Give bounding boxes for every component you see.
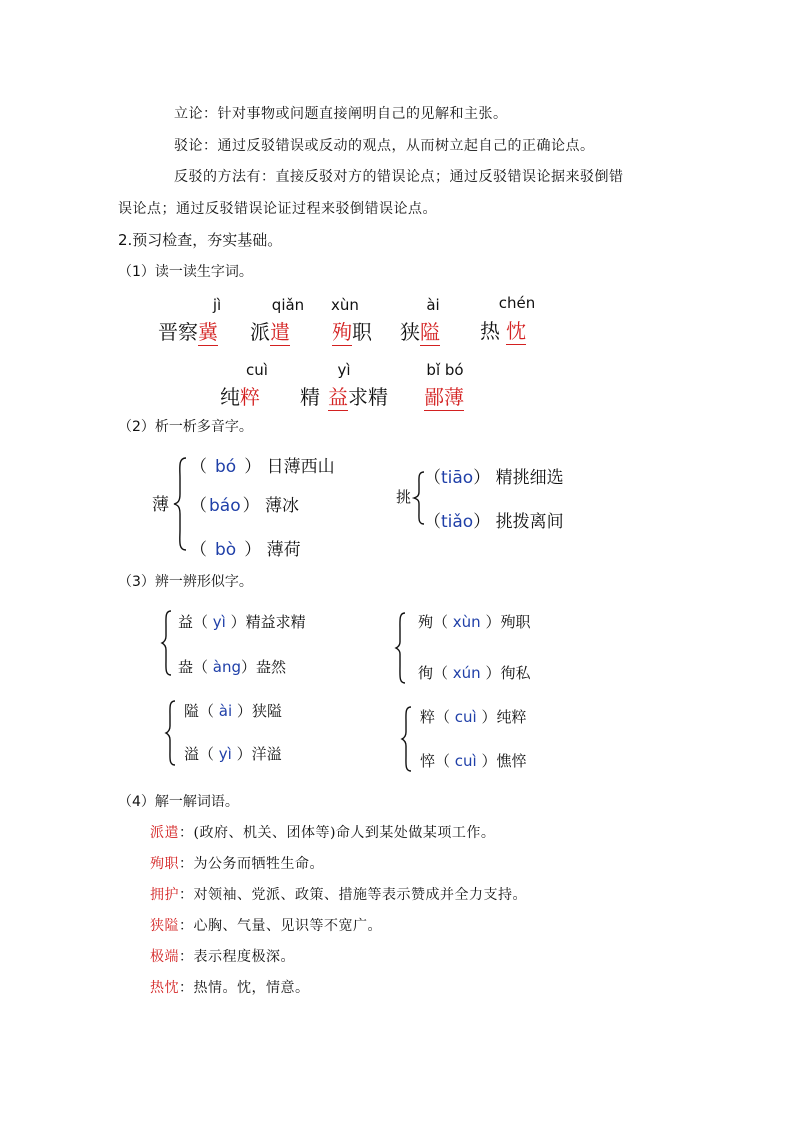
pinyin-xun: xùn <box>331 296 359 314</box>
similar-item-xun2: 徇（ xún ）徇私 <box>418 664 531 682</box>
poly-tiao-item-1: （tiāo） 精挑细选 <box>424 468 564 488</box>
explain-item-xunzhi: 殉职：为公务而牺牲生命。 <box>150 856 324 872</box>
word-rechen: 热 忱 <box>480 319 526 343</box>
similar-item-xun: 殉（ xùn ）殉职 <box>418 613 531 631</box>
similar-item-cui: 粹（ cuì ）纯粹 <box>420 708 527 726</box>
pinyin-cui: cuì <box>246 361 268 379</box>
brace-bao <box>174 456 188 552</box>
brace-ai-yi <box>166 700 176 766</box>
read-heading: （1）读一读生字词。 <box>118 264 253 280</box>
pinyin-qian: qiǎn <box>271 296 305 314</box>
poly-char-bao: 薄 <box>152 495 169 515</box>
word-xunzhi: 殉职 <box>332 320 372 344</box>
intro-paragraph-3-cont: 误论点；通过反驳错误论证过程来驳倒错误论点。 <box>118 201 437 217</box>
pinyin-yi: yì <box>337 361 351 379</box>
word-chuncui: 纯粹 <box>220 385 260 409</box>
explain-heading: （4）解一解词语。 <box>118 794 239 810</box>
brace-xun <box>396 612 406 684</box>
explain-item-paiqian: 派遣：(政府、机关、团体等)命人到某处做某项工作。 <box>150 825 496 841</box>
intro-paragraph-1: 立论：针对事物或问题直接阐明自己的见解和主张。 <box>174 106 508 122</box>
word-jingyiqiujing: 精 益求精 <box>300 385 388 409</box>
word-jinchaji: 晋察冀 <box>158 320 218 344</box>
poly-bao-item-2: （ báo ） 薄冰 <box>190 496 300 516</box>
similar-item-yi2: 溢（ yì ）洋溢 <box>184 745 282 763</box>
intro-paragraph-3: 反驳的方法有：直接反驳对方的错误论点；通过反驳错误论据来驳倒错 <box>174 169 624 185</box>
pinyin-ai: ài <box>426 296 440 314</box>
poly-tiao-item-2: （tiǎo） 挑拨离间 <box>424 512 564 532</box>
pinyin-bibo: bǐ bó <box>426 361 464 379</box>
poly-bao-item-3: （ bò ） 薄荷 <box>190 540 301 560</box>
brace-yi-ang <box>162 610 172 676</box>
word-bibo: 鄙薄 <box>424 385 464 409</box>
similar-item-yi: 益（ yì ）精益求精 <box>178 613 306 631</box>
section-title: 2.预习检查，夯实基础。 <box>118 231 283 249</box>
word-xiaai: 狭隘 <box>400 320 440 344</box>
explain-item-rechen: 热忱：热情。忱，情意。 <box>150 980 310 996</box>
pinyin-chen: chén <box>498 294 536 312</box>
poly-bao-item-1: （ bó ） 日薄西山 <box>190 457 335 477</box>
explain-item-xiaai: 狭隘：心胸、气量、见识等不宽广。 <box>150 918 382 934</box>
brace-cui <box>402 706 412 772</box>
similar-item-ang: 盎（ àng）盎然 <box>178 658 287 676</box>
pinyin-ji: jì <box>212 296 222 314</box>
poly-heading: （2）析一析多音字。 <box>118 419 253 435</box>
explain-item-jiduan: 极端：表示程度极深。 <box>150 949 295 965</box>
similar-item-cui2: 悴（ cuì ）憔悴 <box>420 752 527 770</box>
intro-paragraph-2: 驳论：通过反驳错误或反动的观点，从而树立起自己的正确论点。 <box>174 138 595 154</box>
word-paiqian: 派遣 <box>250 320 290 344</box>
similar-item-ai: 隘（ ài ）狭隘 <box>184 702 282 720</box>
explain-item-yonghu: 拥护：对领袖、党派、政策、措施等表示赞成并全力支持。 <box>150 887 527 903</box>
similar-heading: （3）辨一辨形似字。 <box>118 574 253 590</box>
poly-char-tiao: 挑 <box>396 488 412 506</box>
